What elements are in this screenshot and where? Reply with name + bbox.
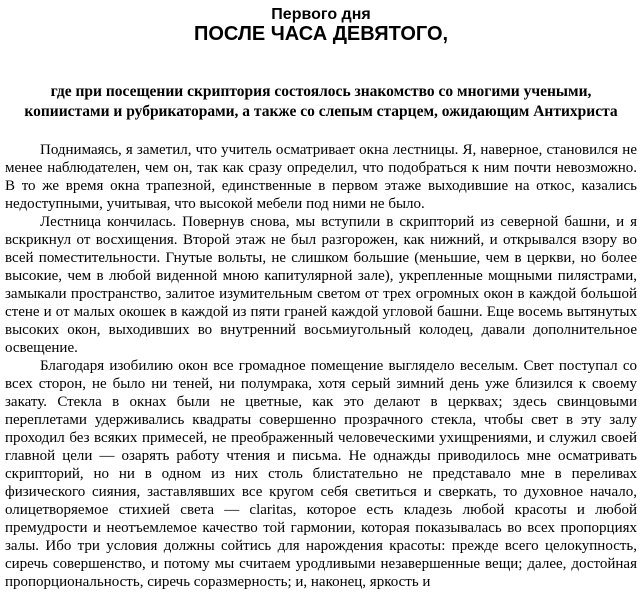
- paragraph-1: Поднимаясь, я заметил, что учитель осматривает окна лестницы. Я, наверное, становился не менее наблюдателен, чем он, так как сразу определил, что подобраться к ним почти невозможно. В то же время окна трапезной, единственные в первом этаже выходившие на откос, казались недоступными, учитывая, что высокой мебели под ними не было.: [5, 142, 637, 212]
- chapter-body: [5, 141, 637, 591]
- chapter-heading: [5, 6, 637, 45]
- chapter-day-title: Первого дня: [271, 6, 371, 23]
- chapter-subtitle-line-2: копиистами и рубрикаторами, а также со слепым старцем, ожидающим Антихриста: [24, 103, 618, 120]
- chapter-subtitle: [5, 82, 637, 122]
- paragraph-2: Лестница кончилась. Повернув снова, мы вступили в скрипторий из северной башни, и я вскрикнул от восхищения. Второй этаж не был разгорожен, как нижний, и открывался взору во всей поместительности. Гнутые вольты, не слишком большие (меньшие, чем в церкви, но более высокие, чем в любой виденной мною капитулярной зале), укрепленные мощными пилястрами, замыкали пространство, залитое изумительным светом от трех огромных окон в каждой большой стене и от малых окошек в каждой из пяти граней каждой угловой башни. Еще восемь вытянутых высоких окон, выходивших во внутренний восьмиугольный колодец, давали дополнительное освещение.: [5, 214, 637, 356]
- chapter-subtitle-line-1: где при посещении скриптория состоялось знакомство со многими учеными,: [50, 83, 592, 100]
- paragraph-3: Благодаря изобилию окон все громадное помещение выглядело веселым. Свет поступал со всех сторон, не было ни теней, ни полумрака, хотя серый зимний день уже близился к своему закату. Стекла в окнах были не цветные, как это делают в церквах; здесь свинцовыми переплетами удерживались квадраты совершенно прозрачного стекла, чтобы свет в эту залу проходил без всяких примесей, не преображенный человеческими ухищрениями, и служил своей главной цели — озарять работу чтения и письма. Не однажды приводилось мне осматривать скрипторий, но ни в одном из них столь блистательно не представало мне в переливах физического сияния, заставлявших все кругом себя светиться и сверкать, то духовное начало, олицетворяемое стихией света — claritas, которое есть кладезь любой красоты и любой премудрости и неотъемлемое качество той гармонии, которая показывалась во всех пропорциях залы. Ибо три условия должны сойтись для нарождения красоты: прежде всего целокупность, сиречь совершенство, и потому мы считаем уродливыми незавершенные вещи; далее, достойная пропорциональность, сиречь соразмерность; и, наконец, яркость и: [5, 358, 637, 590]
- chapter-hour-title: ПОСЛЕ ЧАСА ДЕВЯТОГО,: [193, 23, 449, 45]
